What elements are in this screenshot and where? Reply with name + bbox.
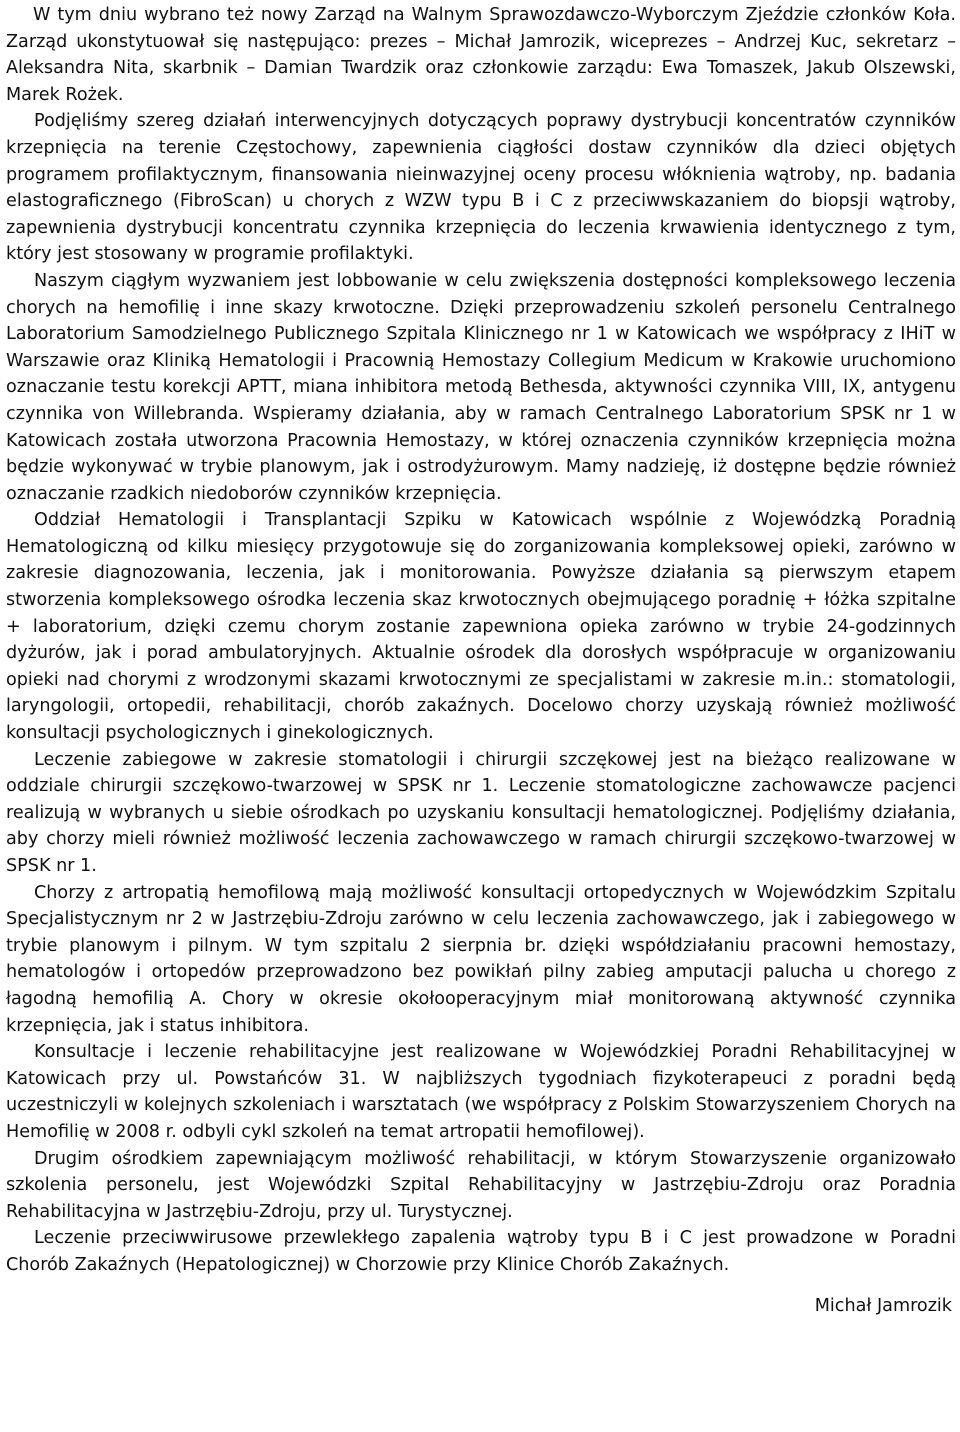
paragraph-interventions: Podjęliśmy szereg działań interwencyjnych dotyczących poprawy dystrybucji koncentratów czynników krzepnięcia na terenie Częstochowy, zapewnienia ciągłości dostaw czynników dla dzieci objętych programem profilaktycznym, finansowania nieinwazyjnej oceny procesu włóknienia wątroby, np. badania elastograficznego (FibroScan) u chorych z WZW typu B i C z przeciwwskazaniem do biopsji wątroby, zapewnienia dystrybucji koncentratu czynnika krzepnięcia do leczenia krwawienia identycznego z tym, który jest stosowany w programie profilaktyki. xyxy=(6,111,956,265)
document-page xyxy=(6,2,956,1319)
author-signature: Michał Jamrozik xyxy=(814,1295,952,1316)
paragraph-lobbying: Naszym ciągłym wyzwaniem jest lobbowanie w celu zwiększenia dostępności kompleksowego leczenia chorych na hemofilię i inne skazy krwotoczne. Dzięki przeprowadzeniu szkoleń personelu Centralnego Laboratorium Samodzielnego Publicznego Szpitala Klinicznego nr 1 w Katowicach we współpracy z IHiT w Warszawie oraz Kliniką Hematologii i Pracownią Hemostazy Collegium Medicum w Krakowie uruchomiono oznaczanie testu korekcji APTT, miana inhibitora metodą Bethesda, aktywności czynnika VIII, IX, antygenu czynnika von Willebranda. Wspieramy działania, aby w ramach Centralnego Laboratorium SPSK nr 1 w Katowicach została utworzona Pracownia Hemostazy, w której oznaczenia czynników krzepnięcia można będzie wykonywać w trybie planowym, jak i ostrodyżurowym. Mamy nadzieję, iż dostępne będzie również oznaczanie rzadkich niedoborów czynników krzepnięcia. xyxy=(6,270,956,504)
paragraph-hematology-department: Oddział Hematologii i Transplantacji Szpiku w Katowicach wspólnie z Wojewódzką Poradnią Hematologiczną od kilku miesięcy przygotowuje się do zorganizowania kompleksowej opieki, zarówno w zakresie diagnozowania, leczenia, jak i monitorowania. Powyższe działania są pierwszym etapem stworzenia kompleksowego ośrodka leczenia skaz krwotocznych obejmującego poradnię + łóżka szpitalne + laboratorium, dzięki czemu chorym zostanie zapewniona opieka zarówno w trybie 24-godzinnych dyżurów, jak i porad ambulatoryjnych. Aktualnie ośrodek dla dorosłych współpracuje w organizowaniu opieki nad chorymi z wrodzonymi skazami krwotocznymi ze specjalistami w zakresie m.in.: stomatologii, laryngologii, ortopedii, rehabilitacji, chorób zakaźnych. Docelowo chorzy uzyskają również możliwość konsultacji psychologicznych i ginekologicznych. xyxy=(6,510,956,744)
paragraph-antiviral-treatment: Leczenie przeciwwirusowe przewlekłego zapalenia wątroby typu B i C jest prowadzone w Poradni Chorób Zakaźnych (Hepatologicznej) w Chorzowie przy Klinice Chorób Zakaźnych. xyxy=(6,1228,956,1275)
paragraph-orthopedics: Chorzy z artropatią hemofilową mają możliwość konsultacji ortopedycznych w Wojewódzkim Szpitalu Specjalistycznym nr 2 w Jastrzębiu-Zdroju zarówno w celu leczenia zachowawczego, jak i zabiegowego w trybie planowym i pilnym. W tym szpitalu 2 sierpnia br. dzięki współdziałaniu pracowni hemostazy, hematologów i ortopedów przeprowadzono bez powikłań pilny zabieg amputacji palucha u chorego z łagodną hemofilią A. Chory w okresie okołooperacyjnym miał monitorowaną aktywność czynnika krzepnięcia, jak i status inhibitora. xyxy=(6,882,956,1036)
paragraph-board-election: W tym dniu wybrano też nowy Zarząd na Walnym Sprawozdawczo-Wyborczym Zjeździe członków Koła. Zarząd ukonstytuował się następująco: prezes – Michał Jamrozik, wiceprezes – Andrzej Kuc, sekretarz – Aleksandra Nita, skarbnik – Damian Twardzik oraz członkowie zarządu: Ewa Tomaszek, Jakub Olszewski, Marek Rożek. xyxy=(6,5,956,105)
paragraph-rehabilitation-katowice: Konsultacje i leczenie rehabilitacyjne jest realizowane w Wojewódzkiej Poradni Rehabilitacyjnej w Katowicach przy ul. Powstańców 31. W najbliższych tygodniach fizykoterapeuci z poradni będą uczestniczyli w kolejnych szkoleniach i warsztatach (we współpracy z Polskim Stowarzyszeniem Chorych na Hemofilię w 2008 r. odbyli cykl szkoleń na temat artropatii hemofilowej). xyxy=(6,1042,956,1142)
paragraph-dental-surgery: Leczenie zabiegowe w zakresie stomatologii i chirurgii szczękowej jest na bieżąco realizowane w oddziale chirurgii szczękowo-twarzowej w SPSK nr 1. Leczenie stomatologiczne zachowawcze pacjenci realizują w wybranych u siebie ośrodkach po uzyskaniu konsultacji hematologicznej. Podjęliśmy działania, aby chorzy mieli również możliwość leczenia zachowawczego w ramach chirurgii szczękowo-twarzowej w SPSK nr 1. xyxy=(6,749,956,876)
paragraph-rehabilitation-jastrzebie: Drugim ośrodkiem zapewniającym możliwość rehabilitacji, w którym Stowarzyszenie organizowało szkolenia personelu, jest Wojewódzki Szpital Rehabilitacyjny w Jastrzębiu-Zdroju oraz Poradnia Rehabilitacyjna w Jastrzębiu-Zdroju, przy ul. Turystycznej. xyxy=(6,1148,956,1222)
